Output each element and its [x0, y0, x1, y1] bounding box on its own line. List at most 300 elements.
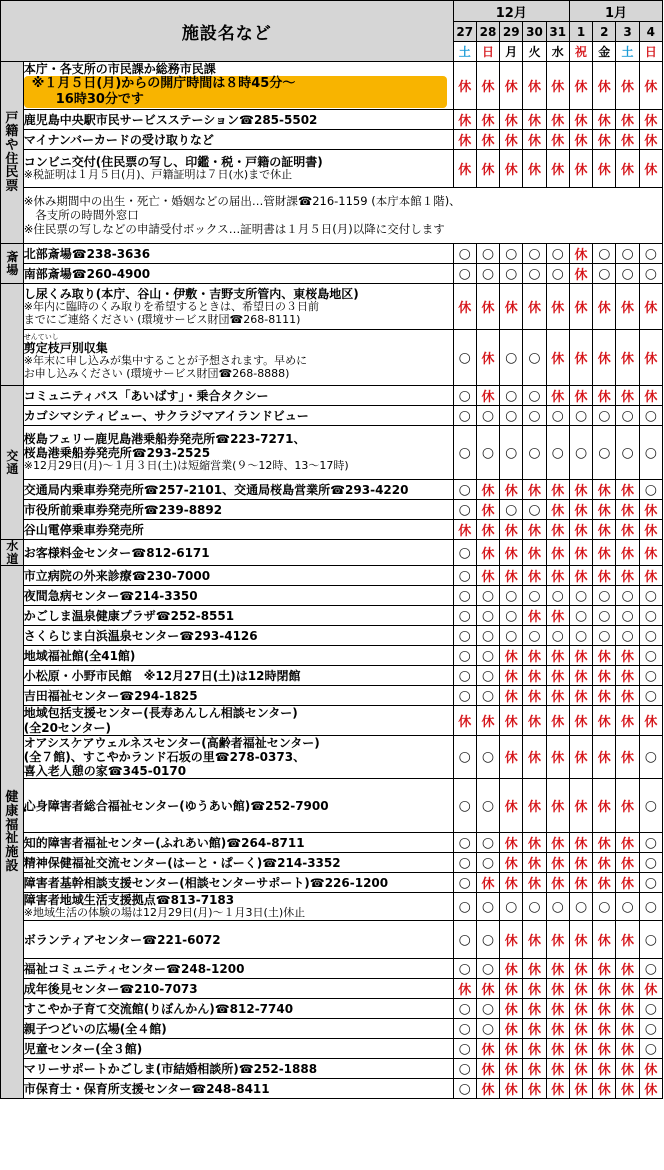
- table-row: [1, 264, 663, 284]
- closed-mark: 休: [593, 833, 616, 853]
- closed-mark: 休: [593, 873, 616, 893]
- closed-mark: 休: [616, 150, 639, 188]
- facility-name: [23, 1039, 453, 1059]
- closed-mark: 休: [593, 979, 616, 999]
- closed-mark: 休: [569, 833, 592, 853]
- closed-mark: 休: [476, 979, 499, 999]
- table-row: [1, 386, 663, 406]
- facility-name: [23, 150, 453, 188]
- closed-mark: 休: [569, 284, 592, 330]
- month-january: 1月: [569, 1, 662, 22]
- open-mark: ○: [453, 779, 476, 833]
- open-mark: ○: [500, 606, 523, 626]
- table-row: [1, 735, 663, 778]
- open-mark: ○: [500, 586, 523, 606]
- open-mark: ○: [453, 666, 476, 686]
- open-mark: ○: [453, 480, 476, 500]
- closed-mark: 休: [546, 999, 569, 1019]
- closed-mark: 休: [593, 500, 616, 520]
- table-row: [1, 606, 663, 626]
- open-mark: ○: [476, 406, 499, 426]
- closed-mark: 休: [523, 979, 546, 999]
- closed-mark: 休: [639, 500, 662, 520]
- open-mark: ○: [639, 646, 662, 666]
- closed-mark: 休: [593, 540, 616, 566]
- table-row: [1, 586, 663, 606]
- weekday-header: [523, 42, 546, 62]
- closed-mark: 休: [523, 706, 546, 735]
- closed-mark: 休: [639, 130, 662, 150]
- closed-mark: 休: [476, 540, 499, 566]
- closed-mark: 休: [523, 779, 546, 833]
- facility-name-line: 市役所前乗車券発売所☎239-8892: [23, 502, 223, 517]
- open-mark: ○: [639, 480, 662, 500]
- open-mark: ○: [593, 426, 616, 480]
- closed-mark: 休: [500, 686, 523, 706]
- closed-mark: 休: [546, 646, 569, 666]
- open-mark: ○: [616, 244, 639, 264]
- notice-text: [23, 188, 662, 244]
- closed-mark: 休: [593, 735, 616, 778]
- closed-mark: 休: [569, 386, 592, 406]
- facility-name: [23, 735, 453, 778]
- closed-mark: 休: [546, 540, 569, 566]
- category-text: 健康・福祉施設: [5, 790, 32, 874]
- open-mark: ○: [453, 1079, 476, 1099]
- open-mark: ○: [569, 426, 592, 480]
- open-mark: ○: [546, 586, 569, 606]
- closed-mark: 休: [569, 566, 592, 586]
- closed-mark: 休: [500, 853, 523, 873]
- closed-mark: 休: [523, 921, 546, 959]
- open-mark: ○: [453, 330, 476, 386]
- closed-mark: 休: [569, 1059, 592, 1079]
- facility-name: [23, 284, 453, 330]
- closed-mark: 休: [569, 1019, 592, 1039]
- open-mark: ○: [639, 666, 662, 686]
- facility-name-line: 小松原・小野市民館 ※12月27日(土)は12時閉館: [23, 668, 301, 683]
- open-mark: ○: [593, 264, 616, 284]
- category-text: 斎場: [6, 250, 18, 277]
- table-row: [1, 110, 663, 130]
- notice-row: [1, 188, 663, 244]
- facility-name: [23, 893, 453, 921]
- facility-name: [23, 706, 453, 735]
- open-mark: ○: [453, 540, 476, 566]
- table-row: [1, 426, 663, 480]
- closed-mark: 休: [593, 686, 616, 706]
- closed-mark: 休: [546, 110, 569, 130]
- closed-mark: 休: [616, 853, 639, 873]
- closed-mark: 休: [453, 979, 476, 999]
- category-label: [1, 540, 24, 566]
- category-label: [1, 386, 24, 540]
- closed-mark: 休: [639, 566, 662, 586]
- closed-mark: 休: [500, 921, 523, 959]
- closed-mark: 休: [523, 1079, 546, 1099]
- table-row: [1, 1079, 663, 1099]
- open-mark: ○: [476, 735, 499, 778]
- open-mark: ○: [639, 999, 662, 1019]
- closed-mark: 休: [616, 779, 639, 833]
- closed-mark: 休: [616, 873, 639, 893]
- closed-mark: 休: [569, 646, 592, 666]
- closed-mark: 休: [569, 130, 592, 150]
- facility-name-line: 市立病院の外来診療☎230-7000: [23, 568, 211, 583]
- closed-mark: 休: [593, 1079, 616, 1099]
- closed-mark: 休: [546, 853, 569, 873]
- closed-mark: 休: [639, 1079, 662, 1099]
- closed-mark: 休: [616, 1019, 639, 1039]
- open-mark: ○: [453, 386, 476, 406]
- table-row: [1, 500, 663, 520]
- table-row: [1, 284, 663, 330]
- closed-mark: 休: [639, 150, 662, 188]
- closed-mark: 休: [476, 566, 499, 586]
- closed-mark: 休: [546, 1019, 569, 1039]
- facility-name: [23, 921, 453, 959]
- closed-mark: 休: [523, 566, 546, 586]
- closed-mark: 休: [616, 520, 639, 540]
- open-mark: ○: [453, 586, 476, 606]
- closed-mark: 休: [616, 130, 639, 150]
- closed-mark: 休: [593, 150, 616, 188]
- open-mark: ○: [476, 686, 499, 706]
- table-row: [1, 959, 663, 979]
- open-mark: ○: [569, 626, 592, 646]
- open-mark: ○: [639, 586, 662, 606]
- weekday-header: [476, 42, 499, 62]
- open-mark: ○: [453, 735, 476, 778]
- closed-mark: 休: [500, 284, 523, 330]
- open-mark: ○: [593, 244, 616, 264]
- open-mark: ○: [500, 264, 523, 284]
- closed-mark: 休: [546, 566, 569, 586]
- closed-mark: 休: [616, 666, 639, 686]
- table-row: [1, 244, 663, 264]
- weekday-header: [639, 42, 662, 62]
- notice-line: ※休み期間中の出生・死亡・婚姻などの届出…管財課☎216-1159 (本庁本館１階)、: [23, 193, 461, 208]
- open-mark: ○: [616, 626, 639, 646]
- closed-mark: 休: [546, 150, 569, 188]
- table-row: [1, 666, 663, 686]
- open-mark: ○: [616, 406, 639, 426]
- table-row: [1, 999, 663, 1019]
- facility-name: [23, 130, 453, 150]
- weekday-label: 水: [551, 45, 564, 59]
- open-mark: ○: [616, 586, 639, 606]
- category-text: 水道: [6, 539, 18, 566]
- category-label: [1, 284, 24, 386]
- closed-mark: 休: [523, 833, 546, 853]
- closed-mark: 休: [616, 979, 639, 999]
- weekday-label: 日: [644, 45, 657, 59]
- closed-mark: 休: [546, 284, 569, 330]
- facility-name-line: マイナンバーカードの受け取りなど: [23, 132, 214, 147]
- date-header: 27: [453, 22, 476, 42]
- closed-mark: 休: [523, 1019, 546, 1039]
- open-mark: ○: [523, 330, 546, 386]
- open-mark: ○: [523, 264, 546, 284]
- open-mark: ○: [523, 426, 546, 480]
- open-mark: ○: [476, 426, 499, 480]
- table-row: [1, 540, 663, 566]
- facility-name: [23, 480, 453, 500]
- open-mark: ○: [453, 1019, 476, 1039]
- closed-mark: 休: [476, 330, 499, 386]
- facility-name-line: 地域包括支援センター(長寿あんしん相談センター): [23, 706, 298, 721]
- facility-name: [23, 626, 453, 646]
- closed-mark: 休: [593, 999, 616, 1019]
- closed-mark: 休: [569, 1079, 592, 1099]
- category-text: 戸籍や住民票: [5, 110, 19, 194]
- closed-mark: 休: [500, 1039, 523, 1059]
- table-row: [1, 833, 663, 853]
- open-mark: ○: [476, 666, 499, 686]
- closed-mark: 休: [616, 284, 639, 330]
- table-row: [1, 893, 663, 921]
- open-mark: ○: [639, 264, 662, 284]
- closed-mark: 休: [616, 921, 639, 959]
- open-mark: ○: [500, 500, 523, 520]
- closed-mark: 休: [546, 606, 569, 626]
- open-mark: ○: [593, 626, 616, 646]
- facility-name-line: 地域福祉館(全41館): [23, 648, 136, 663]
- facility-name-line: オアシスケアウェルネスセンター(高齢者福祉センター): [23, 735, 320, 750]
- closed-mark: 休: [500, 130, 523, 150]
- open-mark: ○: [593, 893, 616, 921]
- open-mark: ○: [476, 606, 499, 626]
- closed-mark: 休: [616, 480, 639, 500]
- closed-mark: 休: [546, 833, 569, 853]
- closed-mark: 休: [500, 566, 523, 586]
- weekday-label: 金: [598, 45, 611, 59]
- closed-mark: 休: [593, 330, 616, 386]
- closed-mark: 休: [593, 480, 616, 500]
- open-mark: ○: [476, 999, 499, 1019]
- open-mark: ○: [639, 893, 662, 921]
- facility-name: [23, 686, 453, 706]
- closed-mark: 休: [476, 1059, 499, 1079]
- category-label: [1, 62, 24, 244]
- open-mark: ○: [523, 893, 546, 921]
- closed-mark: 休: [476, 386, 499, 406]
- weekday-header: [500, 42, 523, 62]
- facility-name-line: 障害者地域生活支援拠点☎813-7183: [23, 893, 235, 908]
- open-mark: ○: [546, 626, 569, 646]
- notice-line: 各支所の時間外窓口: [23, 207, 139, 222]
- table-row: [1, 406, 663, 426]
- table-row: [1, 779, 663, 833]
- open-mark: ○: [523, 244, 546, 264]
- closed-mark: 休: [569, 150, 592, 188]
- table-row: [1, 62, 663, 110]
- open-mark: ○: [546, 244, 569, 264]
- closed-mark: 休: [476, 500, 499, 520]
- date-header: 28: [476, 22, 499, 42]
- closed-mark: 休: [523, 62, 546, 110]
- closed-mark: 休: [616, 540, 639, 566]
- closed-mark: 休: [593, 1039, 616, 1059]
- closed-mark: 休: [569, 264, 592, 284]
- facility-name-line: 谷山電停乗車券発売所: [23, 522, 144, 537]
- closed-mark: 休: [546, 706, 569, 735]
- closed-mark: 休: [523, 1059, 546, 1079]
- closed-mark: 休: [639, 110, 662, 130]
- closed-mark: 休: [569, 999, 592, 1019]
- open-mark: ○: [453, 873, 476, 893]
- closed-mark: 休: [639, 1059, 662, 1079]
- facility-name: [23, 330, 453, 386]
- closed-mark: 休: [569, 873, 592, 893]
- open-mark: ○: [593, 586, 616, 606]
- open-mark: ○: [453, 686, 476, 706]
- closed-mark: 休: [569, 110, 592, 130]
- closed-mark: 休: [546, 520, 569, 540]
- facility-name-line: (全７館)、すこやかランド石坂の里☎278-0373、: [23, 749, 306, 764]
- closed-mark: 休: [500, 110, 523, 130]
- weekday-label: 祝: [575, 45, 588, 59]
- closed-mark: 休: [569, 500, 592, 520]
- open-mark: ○: [639, 853, 662, 873]
- closed-mark: 休: [616, 706, 639, 735]
- category-label: [1, 566, 32, 1099]
- facility-name: [23, 959, 453, 979]
- closed-mark: 休: [593, 1059, 616, 1079]
- closed-mark: 休: [569, 244, 592, 264]
- closed-mark: 休: [476, 62, 499, 110]
- open-mark: ○: [476, 586, 499, 606]
- closed-mark: 休: [639, 979, 662, 999]
- closed-mark: 休: [453, 62, 476, 110]
- table-header: [1, 1, 663, 62]
- open-mark: ○: [476, 893, 499, 921]
- closed-mark: 休: [500, 735, 523, 778]
- table-row: [1, 1059, 663, 1079]
- facility-name: [23, 406, 453, 426]
- open-mark: ○: [500, 244, 523, 264]
- open-mark: ○: [639, 426, 662, 480]
- open-mark: ○: [453, 646, 476, 666]
- closed-mark: 休: [593, 959, 616, 979]
- facility-name: [23, 264, 453, 284]
- closed-mark: 休: [616, 646, 639, 666]
- table-row: [1, 979, 663, 999]
- date-header: 3: [616, 22, 639, 42]
- facility-name-line: 交通局内乗車券発売所☎257-2101、交通局桜島営業所☎293-4220: [23, 482, 409, 497]
- open-mark: ○: [476, 833, 499, 853]
- closed-mark: 休: [523, 999, 546, 1019]
- facility-name-line: 知的障害者福祉センター(ふれあい館)☎264-8711: [23, 835, 305, 850]
- open-mark: ○: [476, 646, 499, 666]
- facility-name: [23, 999, 453, 1019]
- closed-mark: 休: [546, 1039, 569, 1059]
- facility-note: までにご連絡ください (環境サービス財団☎268-8111): [23, 312, 301, 326]
- closed-mark: 休: [500, 706, 523, 735]
- facility-name: [23, 979, 453, 999]
- closed-mark: 休: [523, 873, 546, 893]
- closed-mark: 休: [500, 1019, 523, 1039]
- table-row: [1, 130, 663, 150]
- closed-mark: 休: [453, 150, 476, 188]
- open-mark: ○: [639, 1039, 662, 1059]
- closed-mark: 休: [500, 540, 523, 566]
- closed-mark: 休: [523, 284, 546, 330]
- facility-name-line: 精神保健福祉交流センター(はーと・ぱーく)☎214-3352: [23, 855, 341, 870]
- closed-mark: 休: [453, 110, 476, 130]
- closed-mark: 休: [616, 62, 639, 110]
- closed-mark: 休: [500, 959, 523, 979]
- open-mark: ○: [453, 893, 476, 921]
- open-mark: ○: [500, 330, 523, 386]
- closed-mark: 休: [593, 1019, 616, 1039]
- closed-mark: 休: [593, 130, 616, 150]
- open-mark: ○: [523, 386, 546, 406]
- facility-name-line: マリーサポートかごしま(市結婚相談所)☎252-1888: [23, 1061, 318, 1076]
- closed-mark: 休: [500, 999, 523, 1019]
- facility-note: ※地域生活の体験の場は12月29日(月)～１月3日(土)休止: [23, 906, 306, 920]
- open-mark: ○: [639, 873, 662, 893]
- category-text: 交通: [6, 449, 18, 476]
- facility-name: [23, 833, 453, 853]
- closed-mark: 休: [523, 686, 546, 706]
- table-row: [1, 921, 663, 959]
- closed-mark: 休: [593, 386, 616, 406]
- closed-mark: 休: [546, 921, 569, 959]
- facility-column-header: 施設名など: [1, 1, 454, 62]
- table-row: [1, 520, 663, 540]
- closed-mark: 休: [569, 921, 592, 959]
- open-mark: ○: [453, 606, 476, 626]
- closed-mark: 休: [593, 110, 616, 130]
- closed-mark: 休: [546, 959, 569, 979]
- closed-mark: 休: [500, 1079, 523, 1099]
- closed-mark: 休: [523, 853, 546, 873]
- closed-mark: 休: [616, 330, 639, 386]
- open-mark: ○: [593, 406, 616, 426]
- closed-mark: 休: [546, 779, 569, 833]
- open-mark: ○: [523, 500, 546, 520]
- facility-name-line: コンビニ交付(住民票の写し、印鑑・税・戸籍の証明書): [23, 155, 323, 170]
- closed-mark: 休: [546, 1059, 569, 1079]
- closed-mark: 休: [639, 284, 662, 330]
- facility-note: ※税証明は１月５日(月)、戸籍証明は７日(水)まで休止: [23, 168, 293, 182]
- facility-name: [23, 646, 453, 666]
- facility-name-line: 桜島フェリー鹿児島港乗船券発売所☎223-7271、: [23, 432, 306, 447]
- closed-mark: 休: [569, 480, 592, 500]
- open-mark: ○: [616, 426, 639, 480]
- facility-name-line: 南部斎場☎260-4900: [23, 266, 151, 281]
- closed-mark: 休: [569, 706, 592, 735]
- facility-name-line: カゴシマシティビュー、サクラジマアイランドビュー: [23, 408, 309, 423]
- date-header: 31: [546, 22, 569, 42]
- closed-mark: 休: [546, 735, 569, 778]
- closed-mark: 休: [523, 735, 546, 778]
- open-mark: ○: [616, 264, 639, 284]
- closed-mark: 休: [546, 330, 569, 386]
- closed-mark: 休: [546, 1079, 569, 1099]
- facility-name: [23, 666, 453, 686]
- closed-mark: 休: [546, 979, 569, 999]
- weekday-label: 土: [621, 45, 634, 59]
- open-mark: ○: [453, 626, 476, 646]
- closed-mark: 休: [569, 520, 592, 540]
- closed-mark: 休: [569, 979, 592, 999]
- open-mark: ○: [546, 426, 569, 480]
- facility-name: [23, 853, 453, 873]
- weekday-label: 月: [505, 45, 518, 59]
- closed-mark: 休: [616, 999, 639, 1019]
